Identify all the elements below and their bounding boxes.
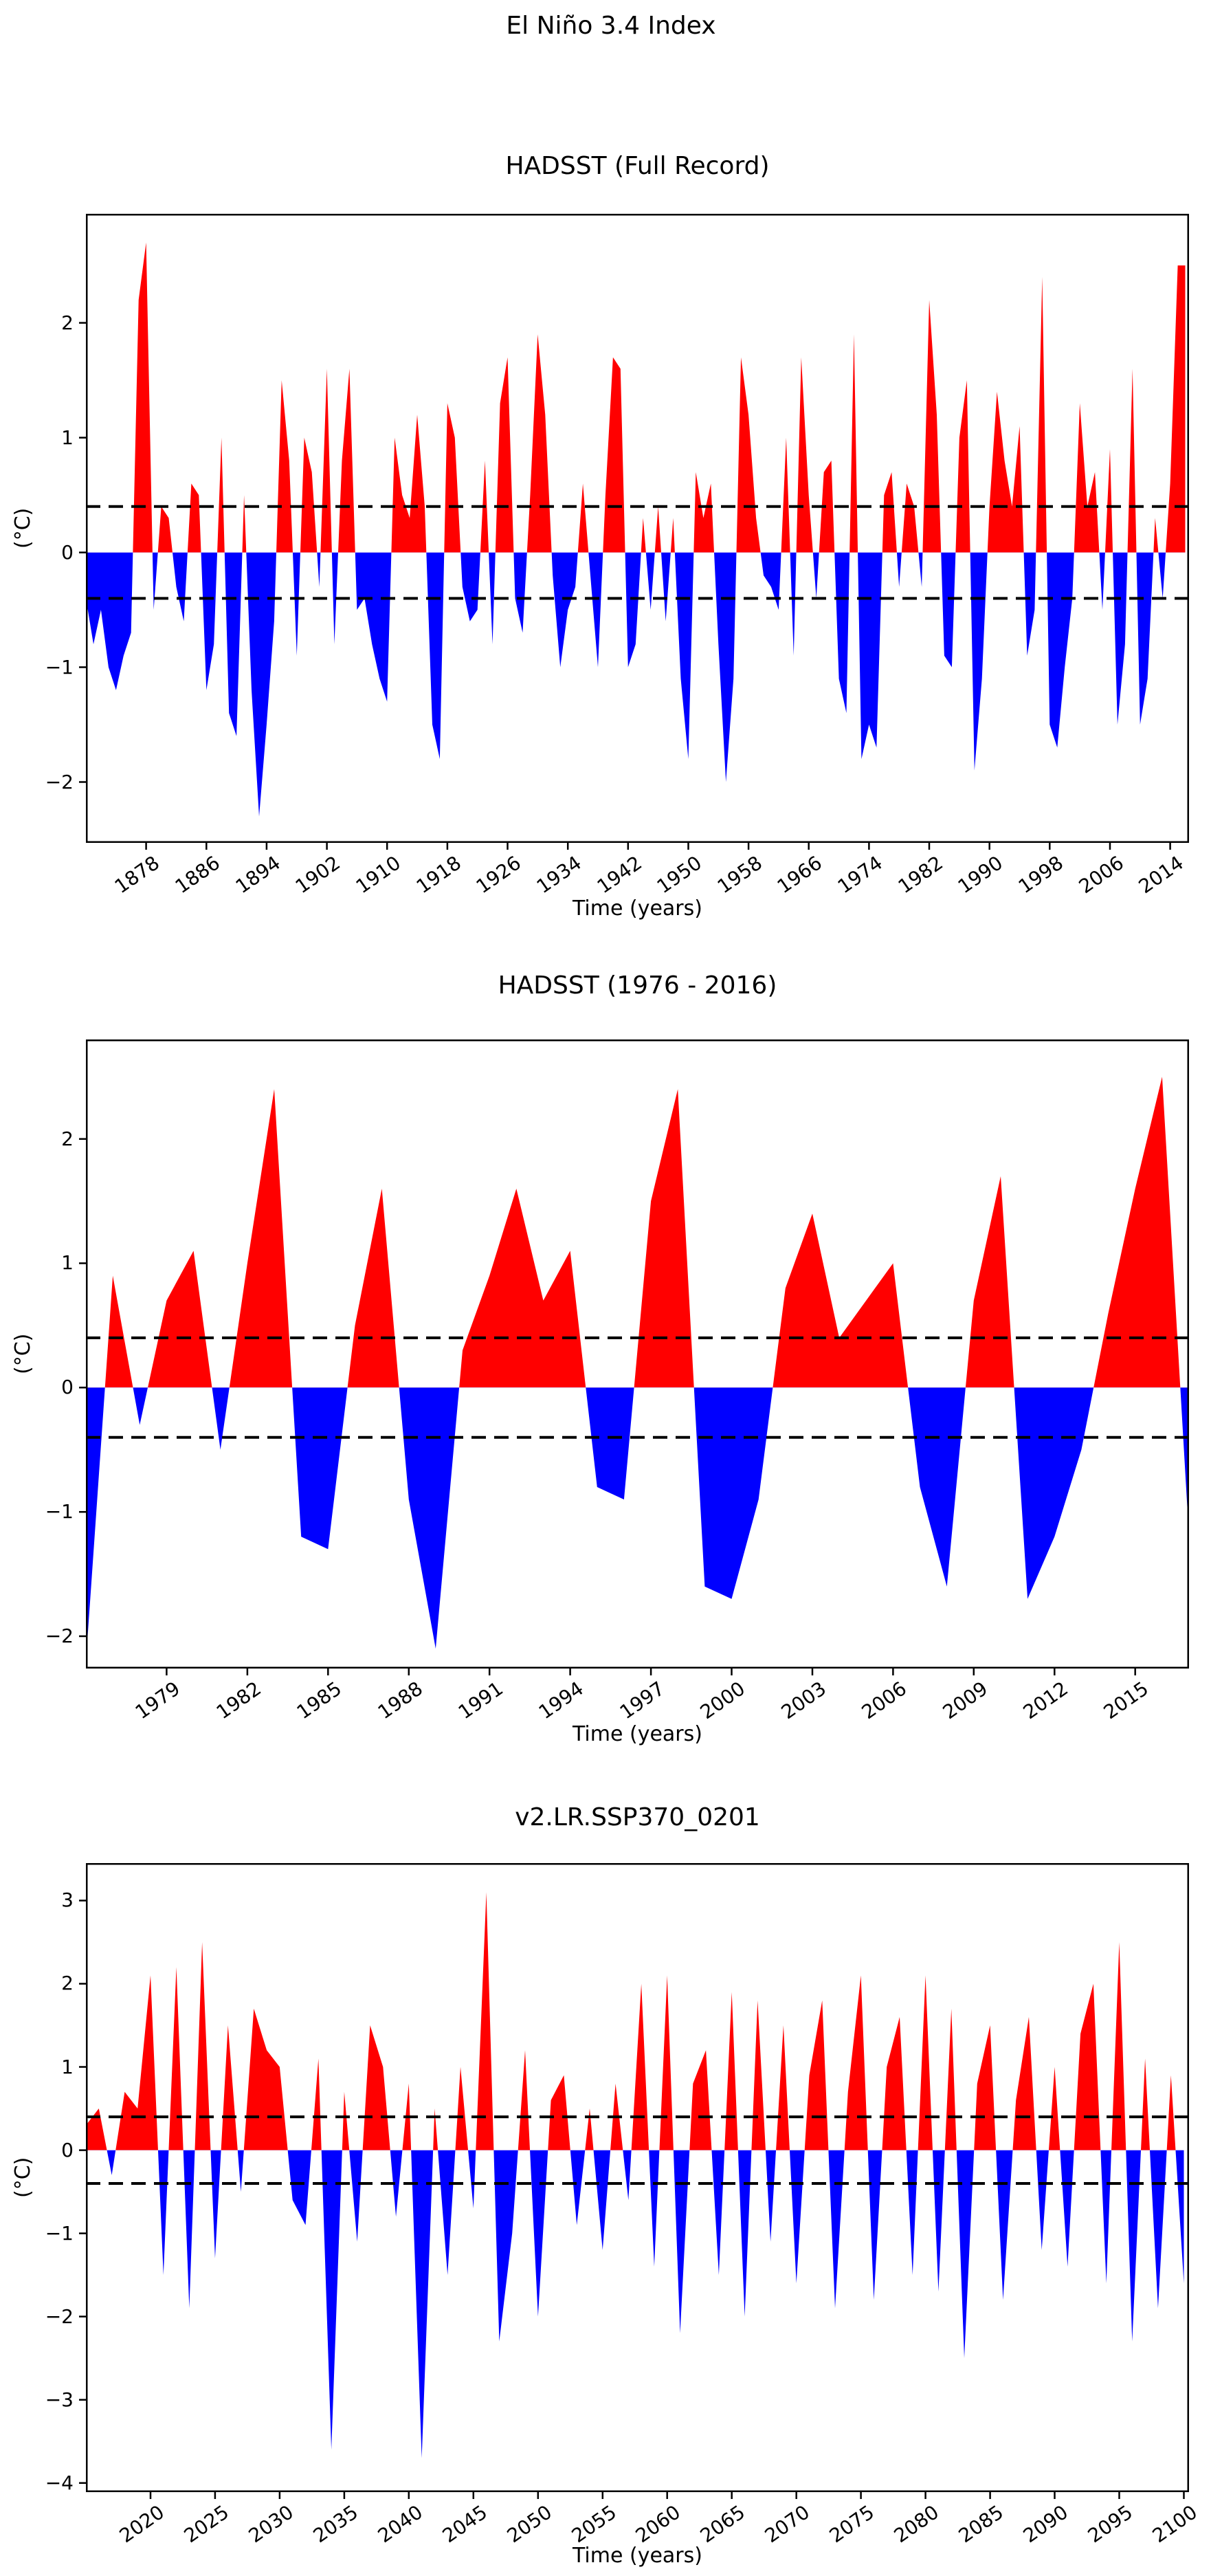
x-tick-label: 1926 <box>471 851 526 899</box>
x-tick-label: 2009 <box>938 1677 992 1724</box>
x-tick-label: 2075 <box>825 2500 879 2548</box>
y-tick-label: 0 <box>61 2138 74 2161</box>
figure-title: El Niño 3.4 Index <box>506 12 716 40</box>
positive-anomaly-area <box>86 1892 1184 2458</box>
x-tick-label: 2040 <box>373 2500 427 2548</box>
x-tick-label: 2045 <box>438 2500 491 2548</box>
x-tick-label: 1979 <box>131 1677 185 1724</box>
plot-area <box>78 1863 1197 2502</box>
x-tick-label: 1966 <box>773 851 827 899</box>
y-axis-label: (°C) <box>11 2157 35 2199</box>
x-tick-label: 2065 <box>696 2500 750 2548</box>
y-tick-label: 0 <box>61 1376 74 1399</box>
x-tick-label: 2095 <box>1083 2500 1137 2548</box>
y-tick-label: 3 <box>61 1889 74 1912</box>
x-tick-label: 2060 <box>632 2500 685 2548</box>
x-tick-label: 1942 <box>592 851 646 899</box>
x-tick-label: 2030 <box>244 2500 298 2548</box>
x-tick-label: 2006 <box>1074 851 1128 899</box>
y-tick-label: 1 <box>61 1251 74 1275</box>
x-tick-label: 2050 <box>502 2500 556 2548</box>
x-tick-label: 1990 <box>954 851 1008 899</box>
x-tick-label: 2025 <box>179 2500 233 2548</box>
x-tick-label: 2055 <box>567 2500 621 2548</box>
y-tick-label: −1 <box>45 2221 74 2245</box>
x-tick-label: 1985 <box>292 1677 346 1724</box>
y-tick-label: 1 <box>61 2055 74 2078</box>
y-tick-label: −2 <box>45 770 74 793</box>
x-tick-label: 1958 <box>713 851 766 899</box>
x-tick-label: 1997 <box>615 1677 669 1724</box>
x-tick-label: 1878 <box>111 851 164 899</box>
x-tick-label: 1910 <box>351 851 406 899</box>
y-tick-label: 2 <box>61 1127 74 1150</box>
x-tick-label: 1902 <box>291 851 345 899</box>
x-tick-label: 2000 <box>696 1677 750 1724</box>
y-tick-label: −4 <box>45 2471 74 2494</box>
x-axis-label: Time (years) <box>573 2544 702 2568</box>
y-tick-label: −1 <box>45 655 74 679</box>
x-tick-label: 2085 <box>955 2500 1008 2548</box>
x-tick-label: 2012 <box>1019 1677 1073 1724</box>
x-tick-label: 1991 <box>454 1677 507 1724</box>
x-tick-label: 2100 <box>1148 2500 1202 2548</box>
axes-frame <box>87 1864 1188 2491</box>
y-axis-label: (°C) <box>11 507 35 549</box>
x-axis-label: Time (years) <box>573 1722 702 1746</box>
y-tick-label: −3 <box>45 2388 74 2411</box>
x-tick-label: 1918 <box>412 851 465 899</box>
negative-anomaly-area <box>86 1892 1184 2458</box>
x-tick-label: 1950 <box>652 851 707 899</box>
x-tick-label: 2006 <box>857 1677 911 1724</box>
y-tick-label: −1 <box>45 1500 74 1523</box>
x-tick-label: 2015 <box>1100 1677 1153 1724</box>
x-tick-label: 2020 <box>115 2500 168 2548</box>
chart-title: HADSST (1976 - 2016) <box>498 971 777 1000</box>
x-tick-label: 1974 <box>833 851 887 899</box>
y-tick-label: 1 <box>61 426 74 449</box>
y-tick-label: 2 <box>61 1972 74 1995</box>
x-axis-label: Time (years) <box>573 896 702 921</box>
x-tick-label: 1886 <box>170 851 225 899</box>
y-tick-label: −2 <box>45 2304 74 2328</box>
x-tick-label: 2014 <box>1135 851 1188 899</box>
x-tick-label: 2090 <box>1019 2500 1073 2548</box>
y-tick-label: −2 <box>45 1624 74 1647</box>
x-tick-label: 2080 <box>890 2500 944 2548</box>
y-axis-label: (°C) <box>11 1333 35 1375</box>
x-tick-label: 1998 <box>1014 851 1068 899</box>
y-tick-label: 2 <box>61 311 74 334</box>
x-tick-label: 2070 <box>761 2500 814 2548</box>
x-tick-label: 2035 <box>309 2500 362 2548</box>
x-tick-label: 1934 <box>532 851 586 899</box>
chart-canvas <box>78 1863 1197 2502</box>
y-tick-label: 0 <box>61 540 74 564</box>
x-tick-label: 1894 <box>231 851 285 899</box>
x-tick-label: 1982 <box>893 851 947 899</box>
chart-title: HADSST (Full Record) <box>505 152 770 180</box>
x-tick-label: 1988 <box>373 1677 427 1724</box>
chart-title: v2.LR.SSP370_0201 <box>515 1803 760 1831</box>
x-tick-label: 2003 <box>777 1677 830 1724</box>
x-tick-label: 1994 <box>535 1677 588 1724</box>
x-tick-label: 1982 <box>212 1677 265 1724</box>
